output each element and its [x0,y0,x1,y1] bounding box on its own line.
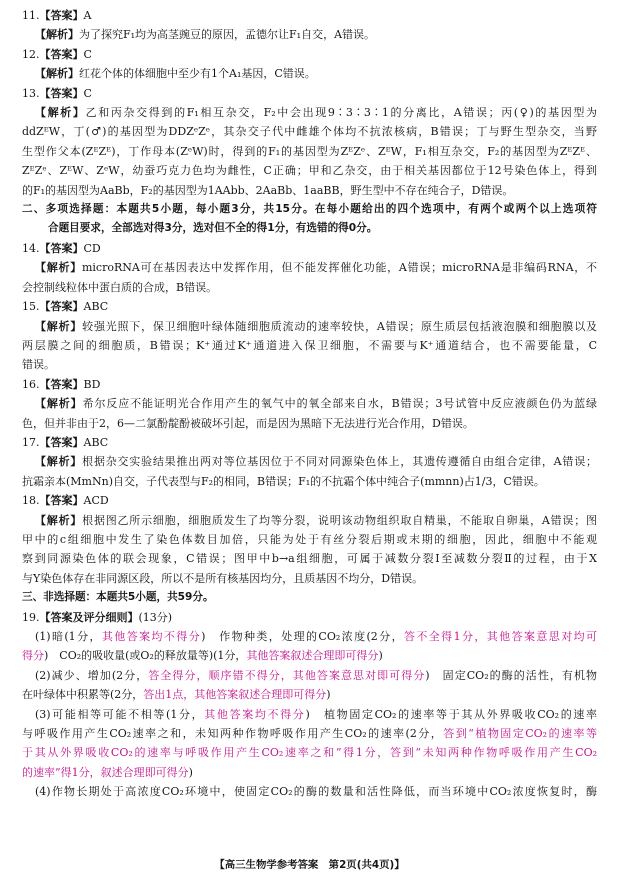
q19-part3-line: (3)可能相等可能不相等(1分，其他答案均不得分) 植物固定CO₂的速率等于其从外界吸收CO₂的速率 [35,707,597,721]
section-3-title: 三、非选择题：本题共5小题，共59分。 [22,591,214,604]
q15-analysis-line: 两层膜之间的细胞质，B错误；K⁺通过K⁺通道进入保卫细胞，不需要与K⁺通道结合，也不需要能量，C [22,338,597,352]
q18-analysis-line: 与Y染色体存在非同源区段，所以不是所有核基因均分，且质基因不均分，D错误。 [22,571,424,585]
q17-analysis-line: 【解析】根据杂交实验结果推出两对等位基因位于不同对同源染色体上，其遗传遵循自由组合定律，A错误； [35,455,597,469]
q19-part1-line: 得分) CO₂的吸收量(或O₂的释放量等)(1分，其他答案叙述合理即可得分) [22,649,383,663]
q15-analysis-line: 错误。 [22,358,55,372]
q18-answer: 18.【答案】ACD [22,494,109,508]
page-footer: 【高三生物学参考答案 第2页(共4页)】 [214,859,405,871]
q13-analysis-line: ZᴱZᵉ、ZᴱW、ZᵉW，幼蚕巧克力色均为雌性，C正确；甲和乙杂交，由于相关基因都位于12号染色体上，得到 [22,164,597,178]
section-2-title: 合题目要求，全部选对得3分，选对但不全的得1分，有选错的得0分。 [48,222,378,235]
q19-part4-line: (4)作物长期处于高浓度CO₂环境中，使固定CO₂的酶的数量和活性降低，而当环境中CO₂浓度恢复时，酶 [35,785,597,799]
q13-analysis-line: 生型作父本(ZᴱZᴱ)，丁作母本(ZᵉW)时，得到的F₁的基因型为ZᴱZᵉ、ZᴱW，F₁相互杂交，F₂的基因型为ZᴱZᴱ、 [22,144,597,158]
q16-answer: 16.【答案】BD [22,377,101,391]
q11-answer: 11.【答案】A [22,9,92,22]
q14-analysis-line: 会控制线粒体中蛋白质的合成，B错误。 [22,280,218,294]
q18-analysis-line: 甲中的c组细胞中发生了染色体数目加倍，只能为处于有丝分裂后期或末期的细胞，因此，细胞中不能观 [22,532,597,546]
q19-part2-line: (2)减少、增加(2分，答全得分，顺序错不得分，其他答案意思对即可得分) 固定CO₂的酶的活性，有机物 [35,668,597,682]
q11-analysis: 【解析】为了探究F₁均为高茎豌豆的原因，孟德尔让F₁自交，A错误。 [35,28,376,42]
q16-analysis-line: 色，但并非由于2，6—二氯酚靛酚被破坏引起，而是因为黑暗下无法进行光合作用，D错误。 [22,416,474,430]
q12-answer: 12.【答案】C [22,47,92,61]
q13-analysis-line: ddZᴱW，丁(♂)的基因型为DDZᵉZᵉ，其杂交子代中雌雄个体均不抗浓核病，B错误；丁与野生型杂交，当野 [22,125,597,139]
q19-part2-line: 在叶绿体中积累等(2分，答出1点，其他答案叙述合理即可得分) [22,688,331,702]
section-2-title: 二、多项选择题：本题共5小题，每小题3分，共15分。在每小题给出的四个选项中，有两个或两个以上选项符 [22,203,597,216]
q19-part3-line: 的速率”得1分，叙述合理即可得分) [22,765,193,779]
q19-part3-line: 于其从外界吸收CO₂的速率与呼吸作用产生CO₂速率之和”得1分，答到“未知两种作物呼吸作用产生CO₂ [22,746,597,760]
q16-analysis-line: 【解析】希尔反应不能证明光合作用产生的氧气中的氧全部来自水，B错误；3号试管中反应液颜色仍为蓝绿 [35,397,597,411]
q17-answer: 17.【答案】ABC [22,435,109,449]
q14-analysis-line: 【解析】microRNA可在基因表达中发挥作用，但不能发挥催化功能，A错误；microRNA是非编码RNA，不 [35,261,597,275]
q15-answer: 15.【答案】ABC [22,300,109,314]
q13-analysis-line: 【解析】乙和丙杂交得到的F₁相互杂交，F₂中会出现9∶3∶3∶1的分离比，A错误；丙(♀)的基因型为 [35,106,597,120]
q13-answer: 13.【答案】C [22,86,92,100]
q12-analysis: 【解析】红花个体的体细胞中至少有1个A₁基因，C错误。 [35,67,316,81]
q13-analysis-line: 的F₁的基因型为AaBb，F₂的基因型为1AAbb、2AaBb、1aaBB，野生型中不存在纯合子，D错误。 [22,183,514,197]
q19-part3-line: 与呼吸作用产生CO₂速率之和，未知两种作物呼吸作用产生CO₂的速率(2分，答到“植物固定CO₂的速率等 [22,727,597,741]
q14-answer: 14.【答案】CD [22,241,101,255]
q15-analysis-line: 【解析】较强光照下，保卫细胞叶绿体随细胞质流动的速率较快，A错误；原生质层包括液泡膜和细胞膜以及 [35,319,597,333]
q19-header: 19.【答案及评分细则】(13分) [22,610,173,624]
q19-part1-line: (1)暗(1分，其他答案均不得分) 作物种类，处理的CO₂浓度(2分，答不全得1分，其他答案意思对均可 [35,630,597,643]
q18-analysis-line: 察到同源染色体的联会现象，C错误；图甲中b→a组细胞，可属于减数分裂Ⅰ至减数分裂Ⅱ的过程，由于X [22,552,597,566]
q18-analysis-line: 【解析】根据图乙所示细胞，细胞质发生了均等分裂，说明该动物组织取自精巢，不能取自卵巢，A错误；图 [35,513,597,527]
q17-analysis-line: 抗霜亲本(MmNn)自交，子代表型与F₂的相同，B错误；F₁的不抗霜个体中纯合子(mmnn)占1/3，C错误。 [22,474,545,488]
